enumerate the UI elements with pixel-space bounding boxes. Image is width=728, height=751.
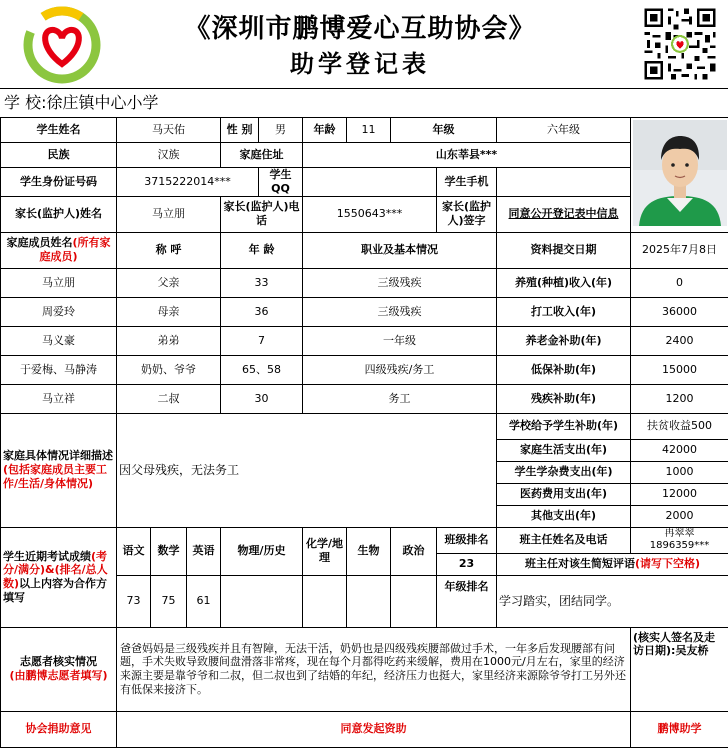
qr-code-icon — [640, 6, 720, 82]
member-relation: 二叔 — [117, 384, 221, 413]
volunteer-note: (由鹏博志愿者填写) — [9, 669, 108, 682]
school-name: 徐庄镇中心小学 — [46, 93, 159, 112]
comment-label: 班主任对该生简短评语 — [525, 557, 635, 571]
student-photo-image — [633, 120, 727, 226]
qq-value — [303, 168, 437, 197]
id-value: 3715222014*** — [117, 168, 259, 197]
guardian-phone: 1550643*** — [303, 196, 437, 232]
score — [303, 575, 347, 627]
grade-rank-label: 年级排名 — [444, 579, 489, 593]
subject-header: 英语 — [187, 527, 221, 575]
volunteer-header — [1, 627, 117, 711]
expense-label: 其他支出(年) — [497, 505, 631, 527]
gender-value: 男 — [259, 118, 303, 143]
member-name: 于爱梅、马静涛 — [1, 355, 117, 384]
guardian-sign-label: 家长(监护人)签字 — [437, 196, 497, 232]
income-label: 打工收入(年) — [497, 297, 631, 326]
subject-header: 生物 — [347, 527, 391, 575]
exam-label-c: 以上内容为合作方填写 — [3, 577, 108, 604]
relation-header: 称 呼 — [117, 232, 221, 268]
ethnicity-value: 汉族 — [117, 143, 221, 168]
opinion-value: 同意发起资助 — [117, 711, 631, 747]
details-note: (包括家庭成员主要工作/生活/身体情况) — [3, 463, 108, 490]
member-age: 36 — [221, 297, 303, 326]
age-header: 年 龄 — [221, 232, 303, 268]
grade-value: 六年级 — [497, 118, 631, 143]
volunteer-label: 志愿者核实情况 — [20, 655, 97, 669]
expense-value: 扶贫收益500 — [631, 413, 728, 439]
association-logo — [22, 6, 102, 84]
expense-label: 学校给予学生补助(年) — [497, 413, 631, 439]
teacher-name: 冉翠翠 — [664, 527, 695, 539]
exam-label-b: (考分/满分)&(排名/总人数) — [3, 549, 108, 590]
member-age: 30 — [221, 384, 303, 413]
member-age: 7 — [221, 326, 303, 355]
income-label: 养殖(种植)收入(年) — [497, 268, 631, 297]
exam-header — [1, 527, 117, 627]
guardian-name: 马立朋 — [117, 196, 221, 232]
family-name-label: 家庭成员姓名 — [6, 236, 73, 250]
member-age: 33 — [221, 268, 303, 297]
subject-header: 语文 — [117, 527, 151, 575]
expense-value: 42000 — [631, 439, 728, 461]
expense-value: 2000 — [631, 505, 728, 527]
score — [221, 575, 303, 627]
member-relation: 父亲 — [117, 268, 221, 297]
verifier-label: (核实人签名及走访日期): — [633, 630, 716, 658]
opinion-label: 协会捐助意见 — [1, 711, 117, 747]
member-name: 周爱玲 — [1, 297, 117, 326]
expense-label: 学生学杂费支出(年) — [497, 461, 631, 483]
member-job: 四级残疾/务工 — [303, 355, 497, 384]
member-name: 马立祥 — [1, 384, 117, 413]
income-value: 0 — [631, 268, 728, 297]
phone-value — [497, 168, 631, 197]
guardian-phone-label: 家长(监护人)电话 — [221, 196, 303, 232]
expense-value: 12000 — [631, 483, 728, 505]
subject-header: 化学/地理 — [303, 527, 347, 575]
income-value: 15000 — [631, 355, 728, 384]
expense-value: 1000 — [631, 461, 728, 483]
title-line-2: 助学登记表 — [290, 49, 430, 78]
grade-rank-cell — [437, 575, 497, 627]
income-value: 36000 — [631, 297, 728, 326]
ethnicity-label: 民族 — [1, 143, 117, 168]
score — [391, 575, 437, 627]
comment-note: (请写下空格) — [635, 557, 701, 571]
expense-label: 医药费用支出(年) — [497, 483, 631, 505]
family-name-header — [1, 232, 117, 268]
teacher-comment: 学习踏实，团结同学。 — [497, 575, 728, 627]
member-job: 三级残疾 — [303, 268, 497, 297]
school-row — [0, 88, 728, 116]
consent-statement: 同意公开登记表中信息 — [497, 196, 631, 232]
member-relation: 母亲 — [117, 297, 221, 326]
student-name: 马天佑 — [117, 118, 221, 143]
subject-header: 政治 — [391, 527, 437, 575]
member-relation: 弟弟 — [117, 326, 221, 355]
school-label: 学 校: — [4, 93, 47, 112]
address-label: 家庭住址 — [221, 143, 303, 168]
brand-label: 鹏博助学 — [631, 711, 728, 747]
details-header — [1, 413, 117, 527]
expense-label: 家庭生活支出(年) — [497, 439, 631, 461]
title-line-1: 《深圳市鹏博爱心互助协会》 — [184, 14, 536, 44]
score: 61 — [187, 575, 221, 627]
teacher-label: 班主任姓名及电话 — [497, 527, 631, 553]
details-text: 因父母残疾，无法务工 — [117, 413, 497, 527]
member-relation: 奶奶、爷爷 — [117, 355, 221, 384]
family-name-note: (所有家庭成员) — [39, 236, 111, 263]
member-name: 马立朋 — [1, 268, 117, 297]
member-age: 65、58 — [221, 355, 303, 384]
income-label: 残疾补助(年) — [497, 384, 631, 413]
address-value: 山东莘县*** — [303, 143, 631, 168]
income-label: 养老金补助(年) — [497, 326, 631, 355]
details-label: 家庭具体情况详细描述 — [3, 449, 113, 463]
verifier-name: 吴友桥 — [675, 644, 709, 658]
age-label: 年龄 — [303, 118, 347, 143]
student-name-label: 学生姓名 — [1, 118, 117, 143]
gender-label: 性 别 — [221, 118, 259, 143]
verifier-cell — [631, 627, 728, 711]
grade-label: 年级 — [391, 118, 497, 143]
id-label: 学生身份证号码 — [1, 168, 117, 197]
volunteer-text: 爸爸妈妈是三级残疾并且有智障，无法干活，奶奶也是四级残疾腰部做过手术，一年多后发现腰部有问题，手术失败导致腰间盘滑落非常疼，现在每个月都得吃药来缓解，费用在1000元/月左右，家里的经济来源主要是靠爷爷和二叔，但二叔也到了结婚的年纪，经济压力也挺大，家里经济来源除爷爷打工另外还有低保来接济下。 — [117, 627, 631, 711]
submit-date: 2025年7月8日 — [631, 232, 728, 268]
guardian-label: 家长(监护人)姓名 — [1, 196, 117, 232]
header — [0, 0, 728, 88]
subject-header: 数学 — [151, 527, 187, 575]
member-job: 务工 — [303, 384, 497, 413]
subject-header: 物理/历史 — [221, 527, 303, 575]
income-label: 低保补助(年) — [497, 355, 631, 384]
job-header: 职业及基本情况 — [303, 232, 497, 268]
score: 73 — [117, 575, 151, 627]
income-value: 2400 — [631, 326, 728, 355]
class-rank-label: 班级排名 — [437, 527, 497, 553]
comment-header — [497, 553, 728, 575]
member-name: 马义豪 — [1, 326, 117, 355]
score: 75 — [151, 575, 187, 627]
score — [347, 575, 391, 627]
class-rank: 23 — [437, 553, 497, 575]
member-job: 一年级 — [303, 326, 497, 355]
submit-date-label: 资料提交日期 — [497, 232, 631, 268]
phone-label: 学生手机 — [437, 168, 497, 197]
registration-form — [0, 117, 728, 748]
teacher-info — [631, 527, 728, 553]
qq-label: 学生QQ — [259, 168, 303, 197]
exam-label-a: 学生近期考试成绩 — [3, 549, 91, 563]
income-value: 1200 — [631, 384, 728, 413]
age-value: 11 — [347, 118, 391, 143]
student-photo — [631, 118, 728, 233]
teacher-phone: 1896359*** — [649, 540, 710, 551]
member-job: 三级残疾 — [303, 297, 497, 326]
